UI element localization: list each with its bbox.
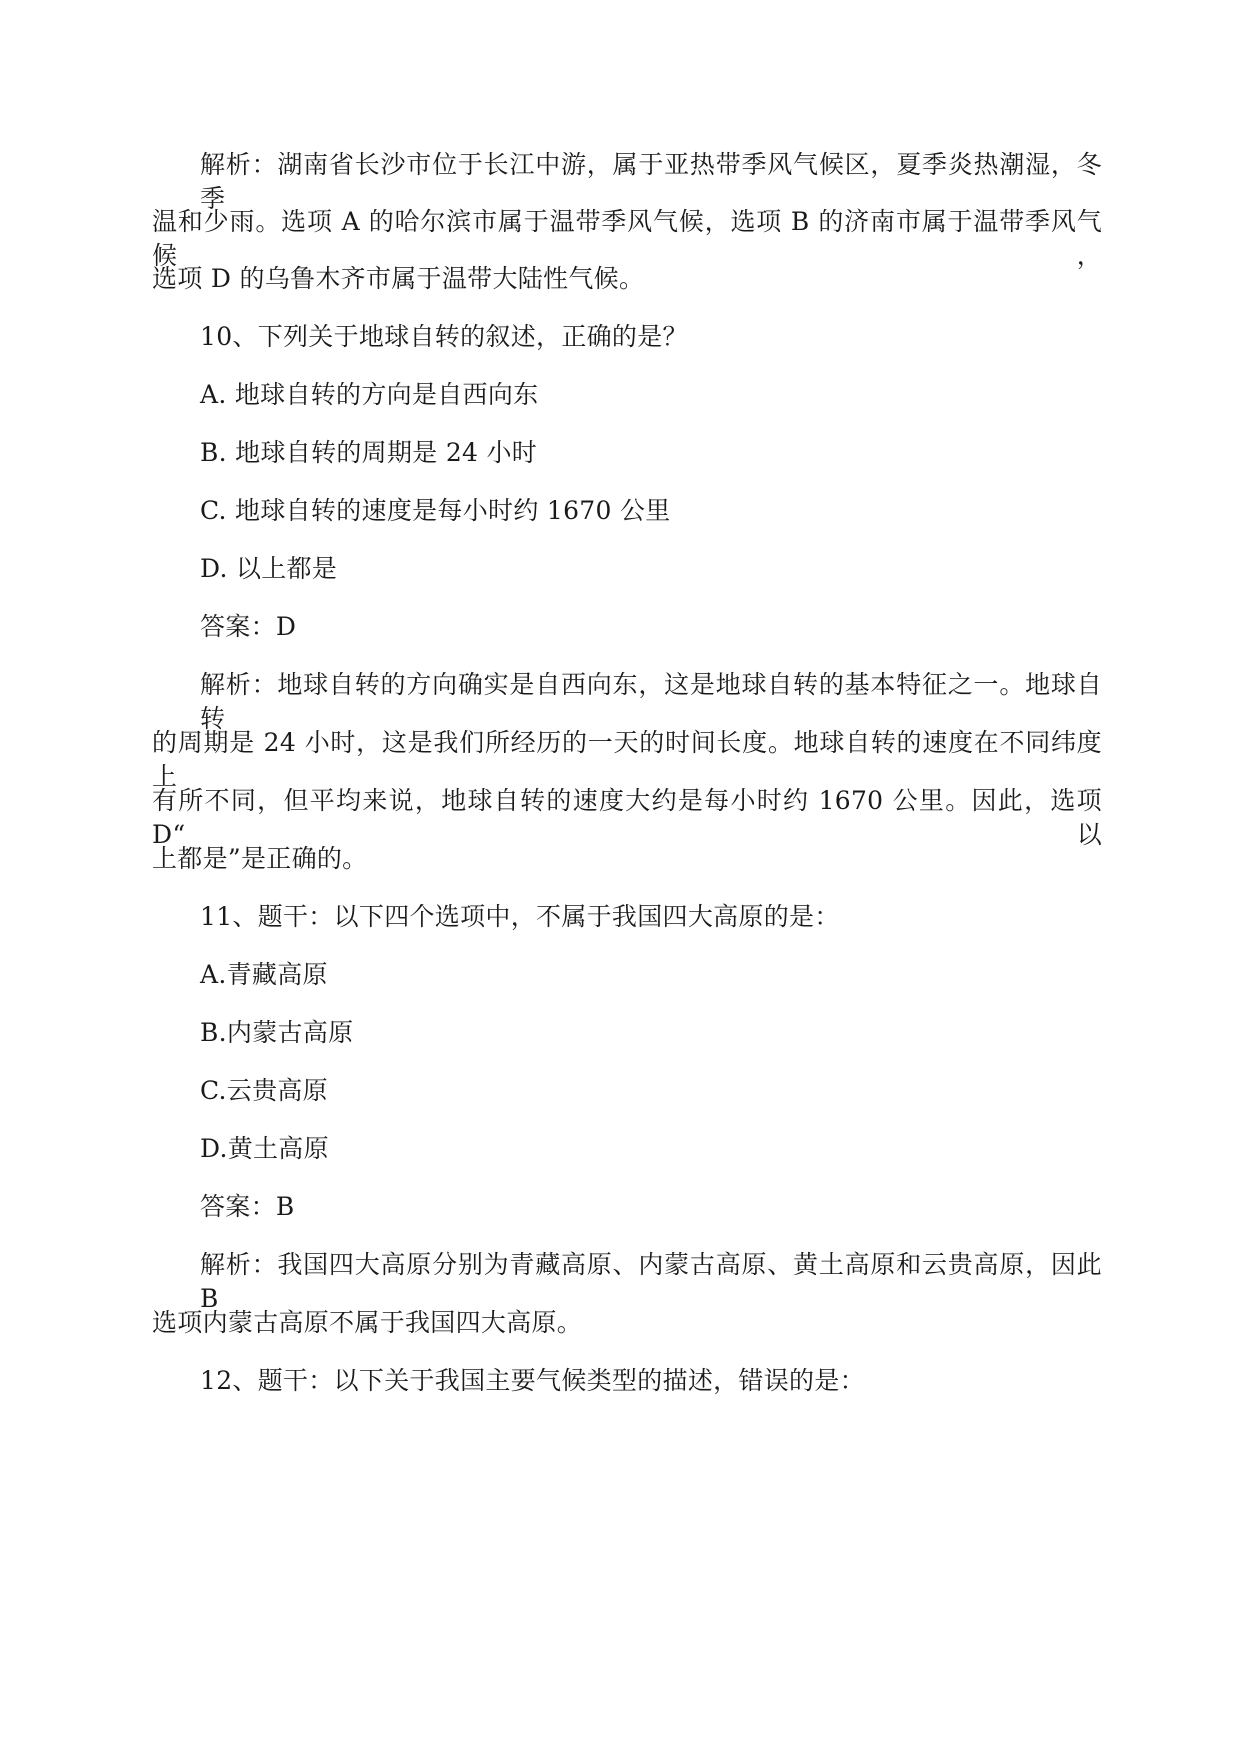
q11-answer: 答案：B bbox=[200, 1192, 295, 1221]
q10-analysis-line-3: 有所不同，但平均来说，地球自转的速度大约是每小时约 1670 公里。因此，选项 D“以 bbox=[152, 786, 1102, 849]
q10-option-b: B. 地球自转的周期是 24 小时 bbox=[200, 438, 538, 467]
q9-analysis-line-3: 选项 D 的乌鲁木齐市属于温带大陆性气候。 bbox=[152, 264, 645, 293]
q11-option-b: B.内蒙古高原 bbox=[200, 1018, 354, 1047]
q9-analysis-line-1: 解析：湖南省长沙市位于长江中游，属于亚热带季风气候区，夏季炎热潮湿，冬季 bbox=[200, 150, 1102, 213]
q10-option-d: D. 以上都是 bbox=[200, 554, 338, 583]
q10-option-a: A. 地球自转的方向是自西向东 bbox=[200, 380, 539, 409]
q10-analysis-line-4: 上都是”是正确的。 bbox=[152, 844, 368, 873]
q12-stem: 12、题干：以下关于我国主要气候类型的描述，错误的是： bbox=[200, 1366, 865, 1395]
q11-analysis-line-2: 选项内蒙古高原不属于我国四大高原。 bbox=[152, 1308, 583, 1337]
q10-stem: 10、下列关于地球自转的叙述，正确的是？ bbox=[200, 322, 688, 351]
q10-option-c: C. 地球自转的速度是每小时约 1670 公里 bbox=[200, 496, 671, 525]
q11-option-d: D.黄土高原 bbox=[200, 1134, 329, 1163]
q11-stem: 11、题干：以下四个选项中，不属于我国四大高原的是： bbox=[200, 902, 840, 931]
q11-option-c: C.云贵高原 bbox=[200, 1076, 328, 1105]
q11-analysis-line-1: 解析：我国四大高原分别为青藏高原、内蒙古高原、黄土高原和云贵高原，因此 B bbox=[200, 1250, 1102, 1313]
q9-analysis-line-2: 温和少雨。选项 A 的哈尔滨市属于温带季风气候，选项 B 的济南市属于温带季风气候， bbox=[152, 207, 1102, 270]
q10-analysis-line-2: 的周期是 24 小时，这是我们所经历的一天的时间长度。地球自转的速度在不同纬度上 bbox=[152, 728, 1102, 791]
q10-analysis-line-1: 解析：地球自转的方向确实是自西向东，这是地球自转的基本特征之一。地球自转 bbox=[200, 670, 1102, 733]
q10-answer: 答案：D bbox=[200, 612, 297, 641]
q11-option-a: A.青藏高原 bbox=[200, 960, 328, 989]
